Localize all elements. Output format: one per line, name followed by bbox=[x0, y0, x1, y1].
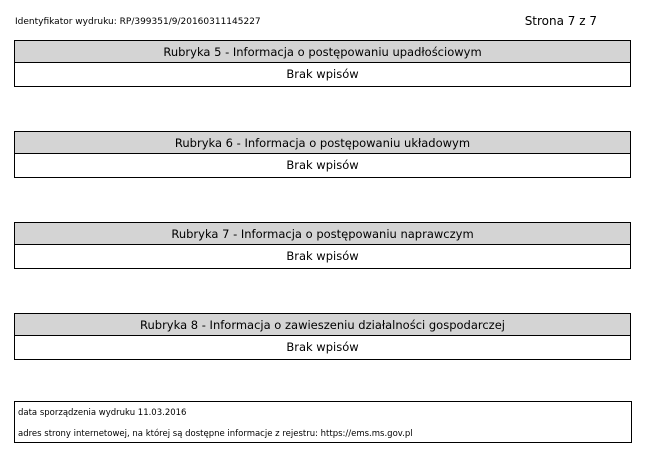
section-title: Rubryka 8 - Informacja o zawieszeniu działalności gospodarczej bbox=[15, 314, 630, 336]
print-identifier: Identyfikator wydruku: RP/399351/9/20160311145227 bbox=[15, 17, 261, 27]
section-title: Rubryka 7 - Informacja o postępowaniu naprawczym bbox=[15, 223, 630, 245]
section-rubryka-7 bbox=[14, 222, 631, 269]
section-title: Rubryka 5 - Informacja o postępowaniu upadłościowym bbox=[15, 41, 630, 63]
section-title: Rubryka 6 - Informacja o postępowaniu układowym bbox=[15, 132, 630, 154]
page-number: Strona 7 z 7 bbox=[524, 14, 597, 28]
print-date: data sporządzenia wydruku 11.03.2016 bbox=[18, 408, 187, 418]
section-content: Brak wpisów bbox=[286, 158, 359, 172]
print-footer bbox=[14, 401, 632, 443]
section-content: Brak wpisów bbox=[286, 67, 359, 81]
section-content: Brak wpisów bbox=[286, 340, 359, 354]
section-rubryka-8 bbox=[14, 313, 631, 360]
section-content: Brak wpisów bbox=[286, 249, 359, 263]
section-rubryka-5 bbox=[14, 40, 631, 87]
registry-address: adres strony internetowej, na której są dostępne informacje z rejestru: https://ems.ms.gov.pl bbox=[18, 429, 413, 439]
section-rubryka-6 bbox=[14, 131, 631, 178]
